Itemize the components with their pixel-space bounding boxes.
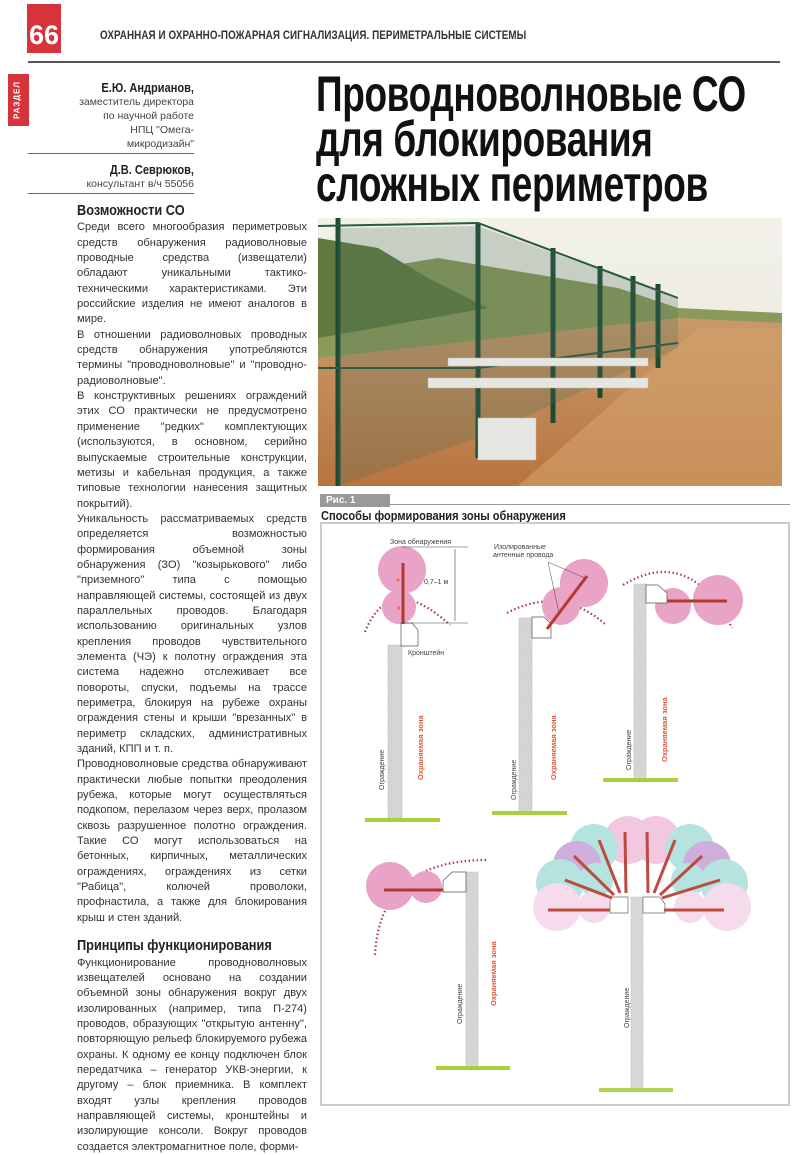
section-heading: Возможности СО bbox=[77, 202, 185, 219]
title-line: сложных периметров bbox=[316, 156, 708, 212]
author-divider bbox=[28, 153, 194, 154]
paragraph: Функционирование проводноволновых извещателей основано на создании объемной зоны обнаружения вокруг двух изолированных (например, типа П-274) проводов, образующих "открытую антенну", повторяющую рельеф блокируемого рубежа охраны. К одному ее концу подключен блок передатчика – генератор УКВ-энергии, к другому – блок приемника. В комплект входят узлы крепления проводов направляющей системы, кронштейны и изолирующие консоли. Вокруг проводов создается электромагнитное поле, форми- bbox=[77, 956, 307, 1153]
label-fence: Ограждение bbox=[511, 759, 518, 800]
diagram-horizontal-antenna bbox=[603, 575, 743, 782]
label-fence: Ограждение bbox=[457, 983, 464, 1024]
paragraph: Проводноволновые средства обнаруживают практически любые попытки преодоления рубежа, которые могут осуществляться подкопом, перелазом через верх, пролазом сквозь разрушенное полотно ограждения. Такие СО могут использоваться на бетонных, кирпичных, металлических ограждениях, ограждениях из сетки "Рабица", колючей проволоки, профнастила, а также для блокирования крыш и стен зданий. bbox=[77, 758, 307, 924]
author-position: заместитель директора bbox=[79, 96, 194, 108]
label-insulated-wires: Изолированные bbox=[494, 544, 546, 551]
author-position: консультант в/ч 55056 bbox=[86, 178, 194, 190]
label-protected-zone: Охраняемая зона bbox=[416, 715, 425, 780]
page-number: 66 bbox=[27, 4, 61, 53]
label-bracket: Кронштейн bbox=[408, 650, 445, 657]
figure-rule bbox=[380, 504, 790, 505]
label-protected-zone: Охраняемая зона bbox=[660, 697, 669, 762]
fence-photo bbox=[318, 218, 782, 486]
author-divider bbox=[28, 193, 194, 194]
label-protected-zone: Охраняемая зона bbox=[549, 715, 558, 780]
running-title: ОХРАННАЯ И ОХРАННО-ПОЖАРНАЯ СИГНАЛИЗАЦИЯ. ПЕРИМЕТРАЛЬНЫЕ СИСТЕМЫ bbox=[100, 28, 527, 42]
label-fence: Ограждение bbox=[624, 987, 631, 1028]
label-height-range: 0,7–1 м bbox=[424, 579, 449, 586]
detection-zone-diagram bbox=[322, 524, 788, 1104]
left-column bbox=[77, 203, 307, 1155]
diagram-combined-antennas bbox=[533, 816, 751, 1092]
label-detection-zone: Зона обнаружения bbox=[390, 539, 452, 546]
figure-title: Способы формирования зоны обнаружения bbox=[321, 508, 566, 523]
section-tab-label: РАЗДЕЛ bbox=[12, 80, 22, 120]
author-name: Е.Ю. Андрианов, bbox=[101, 80, 194, 95]
paragraph: В конструктивных решениях ограждений этих СО практически не предусмотрено применение "редких" комплектующих (используются, в основном, серийно выпускаемые строительные конструкции, метизы и кабельная продукция, а также типовые технологии нанесения защитных покрытий). bbox=[77, 390, 307, 510]
label-protected-zone: Охраняемая зона bbox=[489, 941, 498, 1006]
label-insulated-wires: антенные провода bbox=[493, 552, 554, 559]
section-heading: Принципы функционирования bbox=[77, 937, 272, 955]
figure-label: Рис. 1 bbox=[320, 494, 390, 507]
title-line: Проводноволновые СО bbox=[316, 66, 746, 122]
figure-box bbox=[320, 522, 790, 1106]
label-fence: Ограждение bbox=[379, 749, 386, 790]
title-line: для блокирования bbox=[316, 111, 653, 167]
label-fence: Ограждение bbox=[626, 729, 633, 770]
article-title bbox=[316, 66, 746, 212]
author-position: по научной работе bbox=[103, 110, 194, 122]
paragraph: Уникальность рассматриваемых средств определяется возможностью формирования объемной зоны обнаружения (ЗО) "козырькового" либо "приземного" типа с помощью направляющей системы, состоящей из двух параллельных проводов. Благодаря использованию оригинальных узлов крепления проводов чувствительного элемента (ЧЭ) к полотну ограждения эта система надежно отслеживает все повороты, спуски, подъемы на трассе периметра, блокируя на рубеже охраны ограждения стены и крыши "врезанных" в периметр складских, административных зданий, КПП и т. п. bbox=[77, 512, 307, 756]
author-name: Д.В. Севрюков, bbox=[109, 162, 194, 177]
author-position: НПЦ "Омега-микродизайн" bbox=[126, 124, 194, 150]
header-divider bbox=[28, 61, 780, 63]
authors-block bbox=[76, 80, 194, 202]
section-tab bbox=[8, 74, 26, 126]
section-number-mark bbox=[26, 74, 29, 126]
paragraph: Среди всего многообразия периметровых средств обнаружения радиоволновые проводные средства (извещатели) обладают уникальными тактико-техническими характеристиками. Эти российские изделия не имеют аналогов в мире. bbox=[77, 221, 307, 326]
paragraph: В отношении радиоволновых проводных средств обнаружения употребляются термины "проводноволновые" и "проводно-радиоволновые". bbox=[77, 328, 307, 387]
